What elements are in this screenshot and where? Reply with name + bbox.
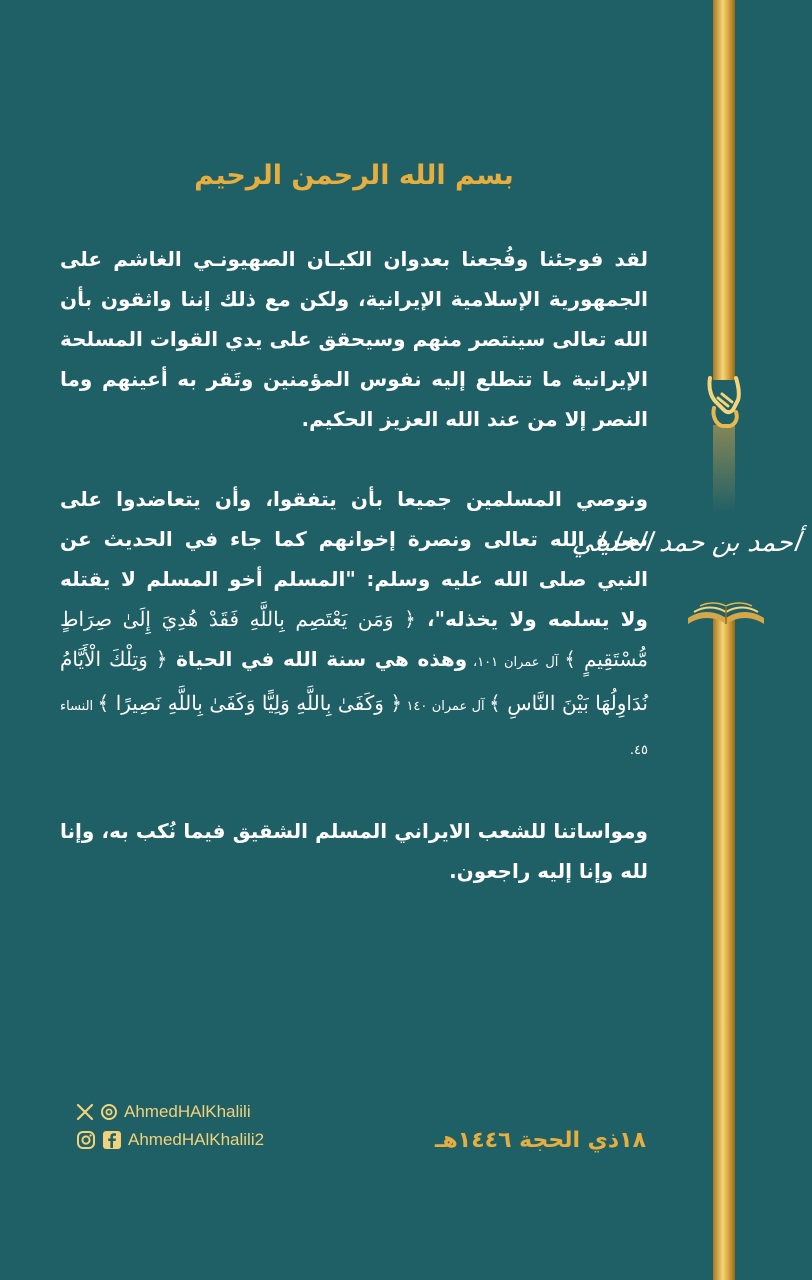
verse-reference-3: النساء ٤٥. (60, 699, 648, 758)
threads-icon[interactable] (100, 1103, 118, 1121)
signature: أحمد بن حمد الخليلي (570, 528, 803, 558)
gold-vertical-bar-middle (713, 425, 735, 510)
social-row-instagram-facebook (76, 1130, 264, 1150)
quran-verse-1: ﴿ وَمَن يَعْتَصِم بِاللَّهِ فَقَدْ هُدِيَ إِلَىٰ صِرَاطٍ مُّسْتَقِيمٍ ﴾ (60, 607, 649, 671)
advice-middle: وهذه هي سنة الله في الحياة (167, 647, 468, 671)
verse-reference-2: آل عمران ١٤٠ (402, 699, 489, 714)
handshake-icon (702, 372, 746, 432)
advice-intro: ونوصي المسلمين جميعا بأن يتفقوا، وأن يتعاضدوا على نصرة الله تعالى ونصرة إخوانهم كما جاء في الحديث عن النبي صلى الله عليه وسلم: "المسلم أخو المسلم لا يقتله ولا يسلمه ولا يخذله"، (60, 487, 648, 631)
basmala-title: بسم الله الرحمن الرحيم (194, 160, 514, 191)
gold-vertical-bar-top (713, 0, 735, 380)
paragraph-advice (60, 479, 648, 771)
x-icon[interactable] (76, 1103, 94, 1121)
social-handle-2[interactable]: AhmedHAlKhalili2 (128, 1130, 265, 1149)
paragraph-condolence: ومواساتنا للشعب الايراني المسلم الشقيق فيما نُكب به، وإنا لله وإنا إليه راجعون. (60, 819, 648, 883)
verse-reference-1: آل عمران ١٠١، (467, 655, 565, 670)
open-book-icon (686, 596, 766, 626)
facebook-icon[interactable] (102, 1130, 122, 1150)
gold-vertical-bar-bottom (713, 618, 735, 1280)
message-body (60, 160, 648, 931)
paragraph-condemnation: لقد فوجئنا وفُجعنا بعدوان الكيـان الصهيونـي الغاشم على الجمهورية الإسلامية الإيرانية، ولكن مع ذلك إننا واثقون بأن الله تعالى سينتصر منهم وسيحقق على يدي القوات المسلحة الإيرانية ما تتطلع إليه نفوس المؤمنين وتَقر به أعينهم وما النصر إلا من عند الله العزيز الحكيم. (60, 247, 648, 431)
quran-verse-3: ﴿ وَكَفَىٰ بِاللَّهِ وَلِيًّا وَكَفَىٰ بِاللَّهِ نَصِيرًا ﴾ (97, 691, 403, 715)
hijri-date: ١٨ذي الحجة ١٤٤٦هـ (435, 1128, 646, 1153)
instagram-icon[interactable] (76, 1130, 96, 1150)
social-row-x-threads (76, 1102, 251, 1122)
social-handle-1[interactable]: AhmedHAlKhalili (124, 1102, 251, 1121)
quran-verse-2: ﴿ وَتِلْكَ الْأَيَّامُ نُدَاوِلُهَا بَيْنَ النَّاسِ ﴾ (60, 647, 648, 715)
